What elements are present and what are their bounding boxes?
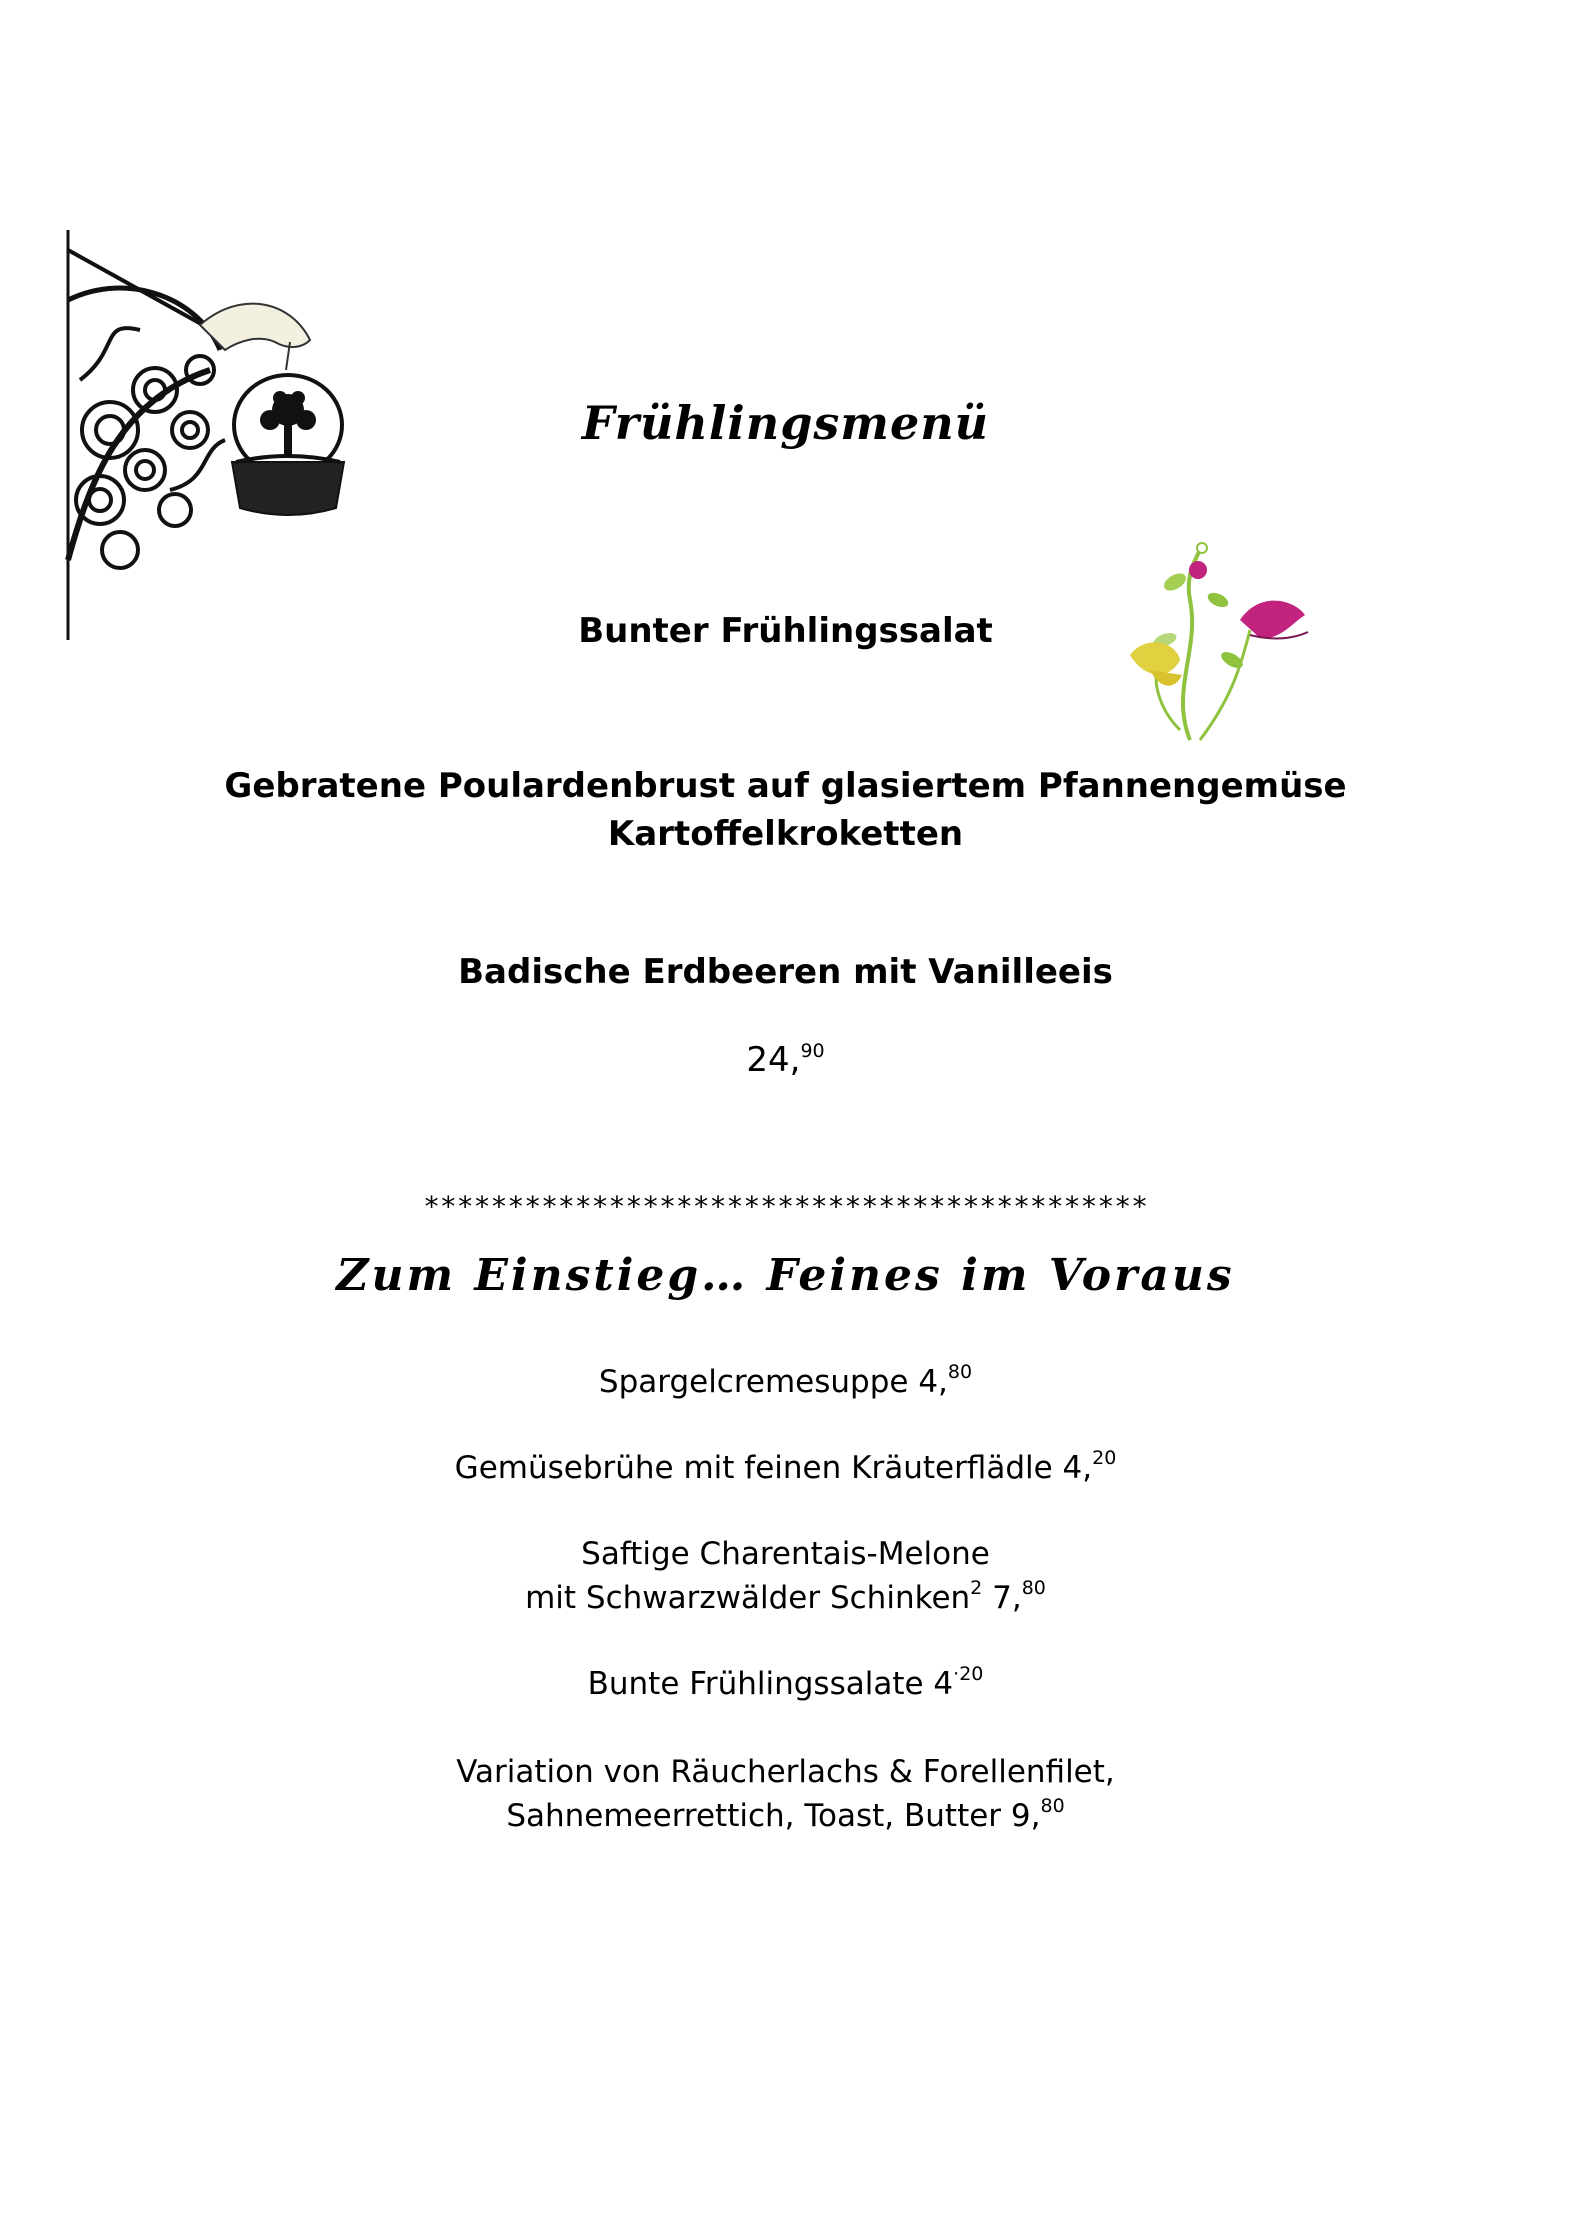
course-3 xyxy=(0,948,1571,996)
course-line: Kartoffelkroketten xyxy=(607,814,964,854)
starter-item xyxy=(0,1360,1571,1404)
divider: ******************************************* xyxy=(423,1190,1148,1223)
item-line: Saftige Charentais-Melone xyxy=(581,1536,990,1572)
item-line xyxy=(0,1794,1571,1838)
item-line: Variation von Räucherlachs & Forellenfilet, xyxy=(456,1754,1115,1790)
item-text: Spargelcremesuppe 4, xyxy=(598,1364,948,1400)
starter-item xyxy=(0,1662,1571,1706)
price-main: 24, xyxy=(746,1040,801,1080)
footnote-marker: 2 xyxy=(970,1577,983,1599)
item-cents: 20 xyxy=(959,1663,984,1685)
course-line: Badische Erdbeeren mit Vanilleeis xyxy=(458,952,1113,992)
starter-item xyxy=(0,1446,1571,1490)
starter-item xyxy=(0,1750,1571,1838)
course-2 xyxy=(0,762,1571,858)
item-text: mit Schwarzwälder Schinken xyxy=(525,1580,971,1616)
menu-title: Frühlingsmenü xyxy=(581,396,990,450)
starter-item xyxy=(0,1532,1571,1620)
item-price: 7, xyxy=(982,1580,1022,1616)
item-line xyxy=(0,1576,1571,1620)
course-line: Gebratene Poulardenbrust auf glasiertem Pfannengemüse xyxy=(224,766,1347,806)
item-cents: 80 xyxy=(1021,1577,1046,1599)
starters-heading: Zum Einstieg… Feines im Voraus xyxy=(336,1250,1235,1301)
menu-price xyxy=(0,1040,1571,1080)
item-cents: 80 xyxy=(1040,1795,1065,1817)
item-separator: · xyxy=(953,1663,960,1685)
item-cents: 20 xyxy=(1092,1447,1117,1469)
item-cents: 80 xyxy=(947,1361,973,1383)
course-1 xyxy=(0,607,1571,655)
price-cents: 90 xyxy=(800,1040,825,1062)
item-text: Bunte Frühlingssalate 4 xyxy=(587,1666,954,1702)
course-line: Bunter Frühlingssalat xyxy=(578,611,993,651)
item-text: Sahnemeerrettich, Toast, Butter 9, xyxy=(506,1798,1041,1834)
item-text: Gemüsebrühe mit feinen Kräuterflädle 4, xyxy=(454,1450,1093,1486)
